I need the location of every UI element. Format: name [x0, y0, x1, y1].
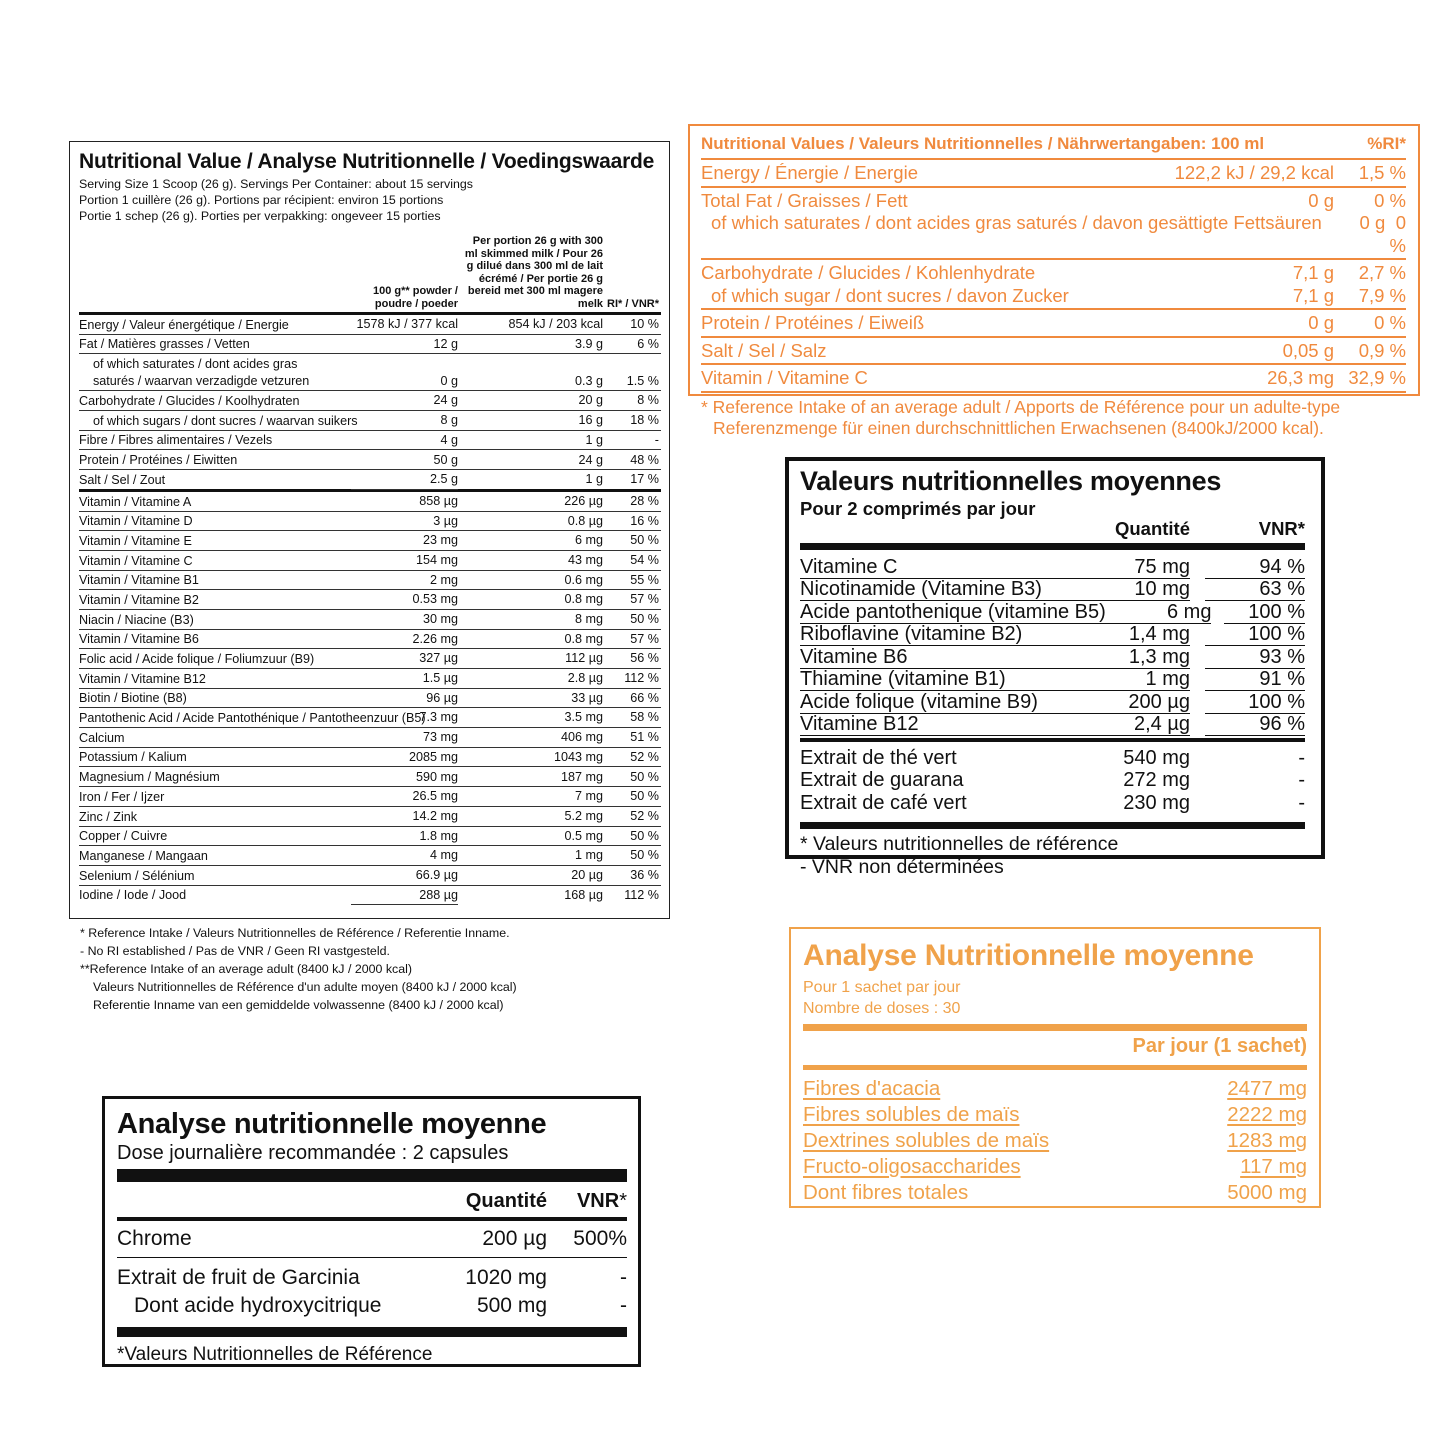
value-100g: 26.5 mg	[351, 788, 458, 807]
value-portion: 0.8 mg	[564, 592, 603, 607]
row-group	[701, 310, 1406, 338]
value-portion: 20 g	[578, 393, 603, 408]
panel4-column-header	[117, 1182, 627, 1221]
footnote: * Valeurs nutritionnelles de référence	[800, 832, 1119, 855]
nutrient-name: Vitamine C	[800, 557, 1060, 579]
nutrient-name: Carbohydrate / Glucides / Koolhydraten	[79, 394, 300, 409]
nutrient-ri: 0 %	[1389, 212, 1406, 256]
table-row	[800, 646, 1305, 669]
value-ri: -	[654, 432, 659, 447]
table-row	[79, 630, 661, 650]
col-quantite: Quantité	[1114, 518, 1190, 539]
nutrient-value: 7,1 g	[1292, 284, 1334, 306]
panel1-title: Nutritional Value / Analyse Nutritionnelle / Voedingswaarde	[79, 150, 655, 173]
value-ri: 112 %	[624, 887, 659, 902]
value-ri: 66 %	[630, 690, 659, 705]
value-portion: 6 mg	[575, 533, 603, 548]
value-portion: 3.5 mg	[564, 710, 603, 725]
value-ri: 50 %	[630, 789, 659, 804]
value-ri: 57 %	[630, 631, 659, 646]
table-row	[803, 1180, 1307, 1206]
col-vnr: VNR*	[576, 1190, 627, 1212]
value-100g: 4 mg	[351, 847, 458, 866]
nutrient-name: Fat / Matières grasses / Vetten	[79, 337, 250, 352]
value-100g: 327 µg	[351, 650, 458, 669]
fibre-value: 117 mg	[1240, 1155, 1307, 1178]
value-100g: 24 g	[351, 392, 458, 411]
fibre-name: Fibres d'acacia	[803, 1077, 941, 1100]
nutrition-table-tablets	[785, 457, 1325, 878]
value-portion: 1 mg	[575, 848, 603, 863]
nutrient-name: Copper / Cuivre	[79, 829, 168, 844]
nutrient-vnr: 100 %	[1205, 624, 1305, 646]
table-row	[79, 728, 661, 748]
panel3-column-header	[800, 518, 1305, 550]
value-100g: 66.9 µg	[351, 867, 458, 886]
value-ri: 112 %	[624, 671, 659, 686]
nutrient-vnr: 91 %	[1205, 669, 1305, 691]
footnote: Referenzmenge für einen durchschnittlichen Erwachsenen (8400kJ/2000 kcal).	[713, 417, 1324, 438]
extract-vnr: -	[1298, 769, 1305, 791]
table-row	[79, 767, 661, 787]
nutrient-name: Acide pantothenique (vitamine B5)	[800, 600, 1106, 623]
footnote: * Reference Intake / Valeurs Nutritionnelles de Référence / Referentie Inname.	[80, 926, 510, 940]
nutrient-name: Vitamin / Vitamine A	[79, 494, 192, 509]
table-row	[79, 411, 661, 431]
value-portion: 226 µg	[564, 493, 603, 508]
panel2-footnote	[701, 397, 1406, 439]
table-row	[800, 714, 1305, 737]
nutrition-table-protein	[69, 141, 670, 919]
nutrient-value: 7,1 g	[1292, 262, 1334, 283]
nutrient-vnr: 100 %	[1205, 692, 1305, 714]
value-portion: 0.5 mg	[564, 828, 603, 843]
table-row	[79, 610, 661, 630]
nutrient-value: 0 g	[1359, 212, 1386, 233]
table-row	[800, 691, 1305, 714]
value-ri: 16 %	[630, 513, 659, 528]
nutrient-name: of which saturates / dont acides gras saturés / davon gesättigte Fettsäuren	[711, 212, 1322, 233]
table-row	[701, 262, 1406, 285]
row-group	[701, 365, 1406, 393]
value-portion: 0.6 mg	[564, 572, 603, 587]
nutrient-rows	[79, 315, 661, 904]
nutrient-name: Pantothenic Acid / Acide Pantothénique / Pantotheenzuur (B5)	[79, 711, 426, 726]
value-portion: 0.3 g	[574, 373, 603, 388]
extract-name: Extrait de thé vert	[800, 746, 957, 769]
panel4-title: Analyse nutritionnelle moyenne	[117, 1108, 547, 1140]
footnote: * Reference Intake of an average adult / Apports de Référence pour un adulte-type	[701, 396, 1341, 417]
nutrient-name: Salt / Sel / Salz	[701, 339, 827, 361]
table-row	[803, 1076, 1307, 1102]
value-ri: 57 %	[630, 592, 659, 607]
extract-quantity: 230 mg	[1123, 791, 1190, 814]
nutrient-name: Vitamin / Vitamine B2	[79, 592, 199, 607]
row-group	[701, 338, 1406, 366]
nutrient-name: Vitamin / Vitamine D	[79, 514, 193, 529]
col-vnr: VNR*	[1258, 518, 1305, 539]
divider	[803, 1024, 1307, 1031]
value-portion: 854 kJ / 203 kcal	[508, 317, 603, 332]
table-row	[800, 769, 1305, 792]
value-portion: 8 mg	[575, 612, 603, 627]
value-100g: 0 g	[351, 373, 458, 392]
extract-name: Extrait de guarana	[800, 769, 964, 791]
table-row: Extrait de fruit de Garcinia 1020 mg -	[117, 1266, 627, 1289]
value-100g: 154 mg	[351, 552, 458, 571]
table-row	[701, 285, 1406, 308]
value-ri: 50 %	[630, 828, 659, 843]
table-row	[79, 470, 661, 492]
table-row	[79, 689, 661, 709]
value-portion: 0.8 mg	[564, 631, 603, 646]
value-ri: 36 %	[630, 867, 659, 882]
nutrient-name: Energy / Valeur énergétique / Energie	[79, 317, 289, 332]
value-ri: 51 %	[630, 730, 659, 745]
nutrient-name: Protein / Protéines / Eiweiß	[701, 312, 925, 333]
divider	[117, 1327, 627, 1337]
serving-line: Portion 1 cuillère (26 g). Portions par récipient: environ 15 portions	[79, 193, 444, 207]
table-row	[79, 846, 661, 866]
value-ri: 52 %	[630, 808, 659, 823]
nutrient-name: Vitamin / Vitamine B12	[79, 671, 206, 686]
value-ri: 55 %	[630, 572, 659, 587]
table-row	[79, 787, 661, 807]
fibre-name: Fibres solubles de maïs	[803, 1103, 1020, 1126]
panel3-subtitle: Pour 2 comprimés par jour	[800, 498, 1036, 519]
nutrient-quantity: 2,4 µg	[1060, 714, 1190, 736]
nutrient-ri: 0,9 %	[1358, 339, 1406, 361]
table-row	[800, 601, 1305, 624]
nutrient-name: Riboflavine (vitamine B2)	[800, 624, 1060, 646]
value-100g: 590 mg	[351, 769, 458, 788]
table-row	[701, 367, 1406, 390]
table-row: Chrome 200 µg 500%	[117, 1227, 627, 1250]
value-portion: 3.9 g	[574, 336, 603, 351]
table-row: Dont acide hydroxycitrique 500 mg -	[134, 1294, 627, 1317]
nutrient-vnr: 94 %	[1205, 557, 1305, 579]
fibre-value: 2222 mg	[1227, 1103, 1307, 1126]
row-group	[701, 188, 1406, 261]
table-row	[79, 590, 661, 610]
value-ri: 50 %	[630, 612, 659, 627]
table-row	[701, 312, 1406, 335]
nutrient-name: Thiamine (vitamine B1)	[800, 669, 1060, 691]
table-row	[803, 1154, 1307, 1180]
table-row	[800, 746, 1305, 769]
value-ri: 28 %	[630, 493, 659, 508]
nutrient-ri: 7,9 %	[1358, 284, 1406, 306]
nutrient-name: Manganese / Mangaan	[79, 848, 208, 863]
value-portion: 24 g	[578, 452, 603, 467]
nutrient-vnr: 96 %	[1205, 714, 1305, 736]
value-100g: 1578 kJ / 377 kcal	[351, 316, 458, 335]
panel3-rows	[800, 550, 1305, 736]
row-group	[701, 260, 1406, 310]
nutrient-name: Folic acid / Acide folique / Foliumzuur (B9)	[79, 652, 315, 666]
value-100g: 288 µg	[351, 887, 458, 906]
table-row	[79, 512, 661, 532]
value-portion: 16 g	[578, 413, 603, 428]
extract-quantity: 540 mg	[1123, 746, 1190, 769]
nutrient-value: 122,2 kJ / 29,2 kcal	[1174, 162, 1334, 183]
nutrient-value: 0,05 g	[1282, 339, 1334, 361]
value-portion: 2.8 µg	[567, 671, 603, 686]
value-ri: 58 %	[630, 710, 659, 725]
value-ri: 6 %	[637, 336, 659, 351]
panel1-footnotes	[80, 924, 517, 1014]
panel4-footnote: *Valeurs Nutritionnelles de Référence	[117, 1344, 433, 1365]
col-ri: RI* / VNR*	[607, 297, 659, 310]
nutrient-vnr: 100 %	[1224, 602, 1305, 624]
nutrient-name: Carbohydrate / Glucides / Kohlenhydrate	[701, 262, 1036, 283]
table-row	[79, 431, 661, 451]
nutrient-name: Iodine / Iode / Jood	[79, 888, 187, 903]
nutrient-name: Nicotinamide (Vitamine B3)	[800, 579, 1060, 601]
value-portion: 43 mg	[567, 552, 603, 567]
footnote: **Reference Intake of an average adult (8400 kJ / 2000 kcal)	[80, 962, 413, 976]
column-header	[79, 227, 661, 315]
value-100g: 30 mg	[351, 611, 458, 630]
nutrient-name: Vitamin / Vitamine B6	[79, 632, 199, 647]
panel2-ri-header: %RI*	[1367, 134, 1406, 153]
value-100g: 4 g	[351, 432, 458, 451]
table-row	[79, 827, 661, 847]
value-100g: 73 mg	[351, 729, 458, 748]
nutrient-name: Vitamin / Vitamine B1	[79, 573, 199, 588]
nutrient-name: Vitamin / Vitamine E	[79, 533, 192, 548]
value-portion: 112 µg	[565, 651, 603, 666]
table-row	[79, 335, 661, 355]
table-row	[79, 886, 661, 905]
value-100g: 1.5 µg	[351, 670, 458, 689]
table-row	[79, 354, 661, 391]
value-portion: 20 µg	[571, 867, 603, 882]
nutrient-value: 26,3 mg	[1267, 367, 1334, 388]
table-row	[79, 748, 661, 768]
nutrient-name: Acide folique (vitamine B9)	[800, 692, 1060, 714]
nutrient-name: Total Fat / Graisses / Fett	[701, 189, 908, 211]
table-row	[701, 162, 1406, 185]
nutrition-table-capsules	[102, 1096, 641, 1367]
table-row	[701, 212, 1406, 257]
serving-line: Serving Size 1 Scoop (26 g). Servings Per Container: about 15 servings	[79, 177, 473, 191]
value-ri: 1.5 %	[626, 373, 659, 388]
value-100g: 7.3 mg	[351, 709, 458, 728]
value-100g: 2085 mg	[351, 749, 458, 768]
table-row	[79, 531, 661, 551]
value-portion: 1043 mg	[553, 749, 603, 764]
nutrient-quantity: 200 µg	[1060, 692, 1190, 714]
extract-vnr: -	[1298, 791, 1305, 814]
divider	[117, 1257, 627, 1258]
value-ri: 56 %	[630, 651, 659, 666]
table-row	[803, 1128, 1307, 1154]
value-100g: 858 µg	[351, 493, 458, 512]
panel5-subtitle: Nombre de doses : 30	[803, 1000, 961, 1017]
fibre-value: 5000 mg	[1227, 1181, 1307, 1204]
footnote: Referentie Inname van een gemiddelde volwassenne (8400 kJ / 2000 kcal)	[93, 998, 504, 1012]
table-row	[803, 1102, 1307, 1128]
nutrient-quantity: 6 mg	[1106, 602, 1212, 624]
value-portion: 7 mg	[575, 789, 603, 804]
table-row	[800, 624, 1305, 647]
value-ri: 50 %	[630, 848, 659, 863]
nutrient-quantity: 75 mg	[1060, 557, 1190, 579]
nutrient-ri: 0 %	[1374, 312, 1406, 333]
nutrient-quantity: 1,3 mg	[1060, 647, 1190, 669]
value-100g: 2 mg	[351, 572, 458, 591]
fibre-name: Dextrines solubles de maïs	[803, 1129, 1050, 1152]
footnote: Valeurs Nutritionnelles de Référence d'un adulte moyen (8400 kJ / 2000 kcal)	[93, 980, 517, 994]
extract-vnr: -	[1298, 746, 1305, 769]
panel2-title: Nutritional Values / Valeurs Nutritionnelles / Nährwertangaben: 100 ml	[701, 134, 1265, 153]
table-row	[701, 340, 1406, 363]
table-row	[800, 556, 1305, 579]
value-ri: 10 %	[630, 317, 659, 332]
nutrient-name: Vitamine B6	[800, 647, 1060, 669]
value-100g: 14.2 mg	[351, 808, 458, 827]
nutrient-name: Vitamin / Vitamine C	[79, 553, 193, 568]
panel2-header	[701, 132, 1406, 160]
value-100g: 96 µg	[351, 690, 458, 709]
serving-info	[79, 176, 661, 224]
value-100g: 2.26 mg	[351, 631, 458, 650]
value-portion: 1 g	[585, 472, 603, 487]
nutrient-quantity: 1,4 mg	[1060, 624, 1190, 646]
value-100g: 12 g	[351, 336, 458, 355]
extract-quantity: 272 mg	[1123, 769, 1190, 791]
nutrient-name: Potassium / Kalium	[79, 750, 187, 765]
value-portion: 168 µg	[564, 887, 603, 902]
nutrient-ri: 0 %	[1374, 189, 1406, 211]
nutrient-name: of which sugar / dont sucres / davon Zucker	[711, 284, 1069, 306]
table-row	[79, 708, 661, 728]
table-row	[800, 579, 1305, 602]
value-ri: 54 %	[630, 552, 659, 567]
value-ri: 52 %	[630, 749, 659, 764]
value-ri: 50 %	[630, 769, 659, 784]
value-ri: 48 %	[630, 452, 659, 467]
value-portion: 1 g	[585, 432, 603, 447]
value-portion: 187 mg	[560, 769, 603, 784]
value-100g: 50 g	[351, 452, 458, 471]
table-row	[79, 551, 661, 571]
nutrient-quantity: 1 mg	[1060, 669, 1190, 691]
table-row	[79, 391, 661, 411]
nutrient-name: Salt / Sel / Zout	[79, 472, 166, 487]
nutrient-value: 0 g	[1308, 189, 1334, 211]
nutrient-ri: 1,5 %	[1358, 162, 1406, 183]
nutrient-name: of which saturates / dont acides gras saturés / waarvan verzadigde vetzuren	[93, 357, 310, 389]
nutrient-name: of which sugars / dont sucres / waarvan suikers	[93, 413, 358, 428]
fibre-name: Dont fibres totales	[803, 1181, 969, 1204]
table-row	[79, 807, 661, 827]
nutrient-name: Calcium	[79, 730, 125, 745]
nutrient-name: Fibre / Fibres alimentaires / Vezels	[79, 433, 273, 448]
nutrient-name: Vitamine B12	[800, 714, 1060, 736]
panel2-rows	[701, 160, 1406, 393]
nutrient-ri: 32,9 %	[1348, 367, 1406, 388]
nutrient-name: Niacin / Niacine (B3)	[79, 612, 194, 627]
nutrient-name: Selenium / Sélénium	[79, 868, 195, 883]
value-100g: 1.8 mg	[351, 828, 458, 847]
serving-line: Portie 1 schep (26 g). Porties per verpakking: ongeveer 15 porties	[79, 209, 441, 223]
value-100g: 8 g	[351, 412, 458, 431]
footnote: - No RI established / Pas de VNR / Geen RI vastgesteld.	[80, 944, 390, 958]
nutrient-quantity: 10 mg	[1060, 579, 1190, 601]
value-ri: 50 %	[630, 533, 659, 548]
value-100g: 2.5 g	[351, 471, 458, 490]
nutrient-name: Magnesium / Magnésium	[79, 770, 220, 785]
panel4-subtitle: Dose journalière recommandée : 2 capsules	[117, 1142, 509, 1164]
value-ri: 18 %	[630, 413, 659, 428]
nutrition-table-fibre-sachet	[789, 927, 1321, 1208]
nutrient-vnr: 93 %	[1205, 647, 1305, 669]
value-portion: 5.2 mg	[564, 808, 603, 823]
panel5-title: Analyse Nutritionnelle moyenne	[803, 939, 1254, 972]
value-ri: 8 %	[637, 393, 659, 408]
value-portion: 0.8 µg	[567, 513, 603, 528]
table-row	[79, 866, 661, 886]
nutrient-name: Biotin / Biotine (B8)	[79, 691, 187, 706]
col-100g: 100 g** powder / poudre / poeder	[373, 285, 458, 310]
table-row	[79, 571, 661, 591]
nutrient-name: Zinc / Zink	[79, 809, 138, 824]
row-group	[701, 160, 1406, 188]
fibre-value: 1283 mg	[1227, 1129, 1307, 1152]
fibre-value: 2477 mg	[1227, 1077, 1307, 1100]
divider	[117, 1169, 627, 1182]
value-100g: 23 mg	[351, 532, 458, 551]
nutrient-value: 0 g	[1308, 312, 1334, 333]
nutrient-ri: 2,7 %	[1358, 262, 1406, 283]
table-row	[800, 669, 1305, 692]
table-row	[79, 492, 661, 512]
nutrient-name: Energy / Énergie / Energie	[701, 162, 918, 183]
panel5-subtitle: Pour 1 sachet par jour	[803, 979, 961, 996]
extract-name: Extrait de café vert	[800, 791, 967, 814]
value-portion: 406 mg	[560, 730, 603, 745]
panel3-title: Valeurs nutritionnelles moyennes	[800, 466, 1222, 496]
panel3-footnote	[800, 833, 1305, 879]
value-100g: 3 µg	[351, 513, 458, 532]
nutrient-name: Protein / Protéines / Eiwitten	[79, 453, 238, 468]
table-row	[79, 649, 661, 669]
panel5-column-header: Par jour (1 sachet)	[803, 1031, 1307, 1070]
value-100g: 0.53 mg	[351, 591, 458, 610]
col-quantite: Quantité	[465, 1190, 547, 1212]
panel3-extracts	[800, 742, 1305, 814]
fibre-name: Fructo-oligosaccharides	[803, 1155, 1021, 1178]
table-row	[79, 450, 661, 470]
table-row	[79, 315, 661, 335]
value-ri: 17 %	[630, 472, 659, 487]
col-portion: Per portion 26 g with 300 ml skimmed milk / Pour 26 g dilué dans 300 ml de lait écrémé / Per portie 26 g bereid met 300 ml magere melk	[464, 235, 603, 310]
footnote: - VNR non déterminées	[800, 855, 1004, 878]
nutrition-table-drink	[688, 124, 1420, 438]
table-row	[701, 190, 1406, 213]
divider	[800, 822, 1305, 829]
nutrient-name: Vitamin / Vitamine C	[701, 367, 868, 388]
nutrient-name: Iron / Fer / Ijzer	[79, 789, 165, 804]
value-portion: 33 µg	[571, 690, 603, 705]
table-row	[79, 669, 661, 689]
panel5-rows	[803, 1070, 1307, 1206]
table-row	[800, 791, 1305, 814]
nutrient-vnr: 63 %	[1205, 579, 1305, 601]
